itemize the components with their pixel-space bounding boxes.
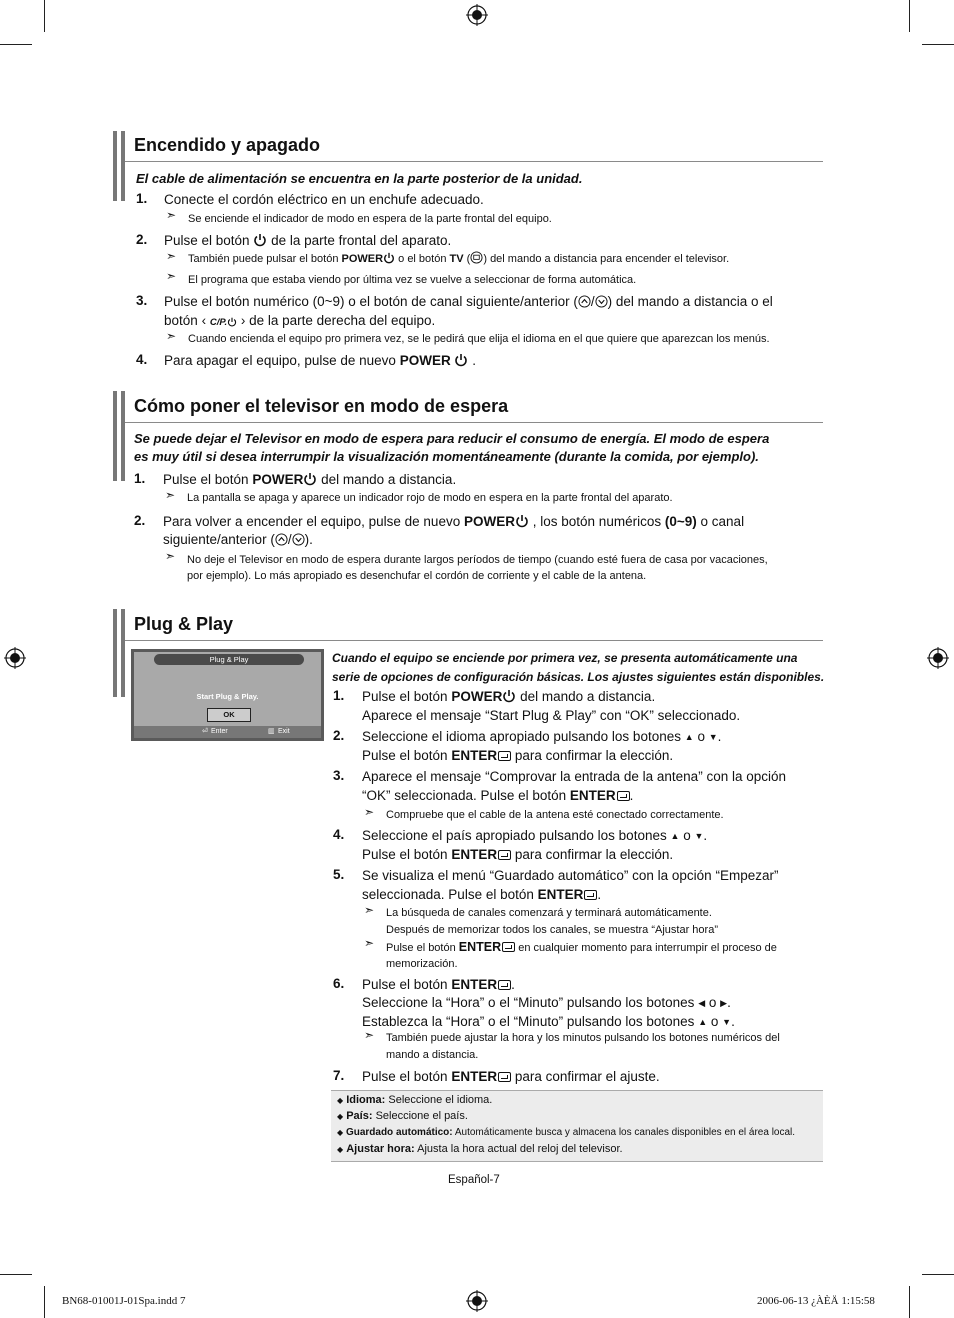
bullet-icon: ◆ bbox=[337, 1145, 344, 1154]
crop-mark bbox=[44, 1286, 45, 1318]
note-text: por ejemplo). Lo más apropiado es desenchufar el cordón de corriente y el cable de la antena. bbox=[187, 570, 647, 582]
info-item: ◆ Ajustar hora: Ajusta la hora actual del reloj del televisor. bbox=[337, 1143, 623, 1155]
step-number: 2. bbox=[136, 232, 148, 247]
osd-ok-button: OK bbox=[207, 708, 251, 722]
step-text: Pulse el botón POWER del mando a distancia. bbox=[163, 472, 457, 487]
arrow-right-icon: ▶ bbox=[720, 998, 728, 1008]
osd-enter-label: Enter bbox=[211, 728, 228, 735]
step-number: 1. bbox=[136, 191, 148, 206]
note-text: Se enciende el indicador de modo en espera de la parte frontal del equipo. bbox=[188, 213, 552, 225]
step-number: 4. bbox=[136, 352, 148, 367]
footer-date: 2006-06-13 ¿ÀÈÄ 1:15:58 bbox=[757, 1295, 875, 1307]
enter-icon bbox=[584, 890, 597, 900]
arrow-down-icon: ▼ bbox=[708, 732, 718, 742]
osd-footer bbox=[134, 726, 321, 738]
info-item: ◆ País: Seleccione el país. bbox=[337, 1110, 468, 1122]
tv-button-icon bbox=[470, 251, 483, 264]
osd-exit-icon: ▥ bbox=[268, 728, 275, 735]
crop-mark bbox=[922, 1274, 954, 1275]
note-text: El programa que estaba viendo por última vez se vuelve a seleccionar de forma automática. bbox=[188, 274, 637, 286]
step-text: Aparece el mensaje “Start Plug & Play” con “OK” seleccionado. bbox=[362, 708, 741, 723]
step-number: 6. bbox=[333, 976, 345, 991]
power-icon bbox=[253, 233, 267, 247]
registration-mark-icon bbox=[4, 647, 26, 669]
bullet-icon: ◆ bbox=[337, 1096, 344, 1105]
channel-up-icon bbox=[578, 295, 591, 308]
note-text: Cuando encienda el equipo pro primera vez, se le pedirá que elija el idioma en el que quiere que aparezcan los menús. bbox=[188, 333, 770, 345]
arrow-left-icon: ◀ bbox=[698, 998, 706, 1008]
power-icon bbox=[515, 514, 529, 528]
note-text: No deje el Televisor en modo de espera durante largos períodos de tiempo (cuando esté fuera de casa por vacaciones, bbox=[187, 554, 768, 566]
note-arrow-icon: ➣ bbox=[364, 903, 375, 917]
step-text: Seleccione el idioma apropiado pulsando los botones ▲ o ▼. bbox=[362, 729, 722, 744]
crop-mark bbox=[0, 44, 32, 45]
note-text: Después de memorizar todos los canales, se muestra “Ajustar hora” bbox=[386, 924, 718, 936]
crop-mark bbox=[44, 0, 45, 32]
enter-icon bbox=[498, 1072, 511, 1082]
step-text: siguiente/anterior ( / ). bbox=[163, 532, 313, 547]
step-text: Pulse el botón ENTER . bbox=[362, 977, 515, 992]
step-text: Para volver a encender el equipo, pulse de nuevo POWER , los botón numéricos (0~9) o canal bbox=[163, 514, 745, 529]
step-text: Establezca la “Hora” o el “Minuto” pulsando los botones ▲ o ▼. bbox=[362, 1014, 735, 1029]
step-number: 1. bbox=[134, 471, 146, 486]
chevron-right-icon: › bbox=[240, 313, 246, 328]
section-intro: serie de opciones de configuración básicas. Los ajustes siguientes están disponibles. bbox=[332, 670, 825, 684]
chevron-left-icon: ‹ bbox=[201, 313, 207, 328]
note-arrow-icon: ➣ bbox=[364, 1028, 375, 1042]
section-rule bbox=[125, 640, 823, 641]
channel-up-icon bbox=[275, 533, 288, 546]
step-text: seleccionada. Pulse el botón ENTER . bbox=[362, 887, 602, 902]
step-number: 4. bbox=[333, 827, 345, 842]
step-text: “OK” seleccionada. Pulse el botón ENTER . bbox=[362, 788, 634, 803]
section-rule bbox=[125, 161, 823, 162]
note-text: También puede pulsar el botón POWER o el botón TV ( ) del mando a distancia para encender el televisor. bbox=[188, 253, 730, 265]
osd-title: Plug & Play bbox=[154, 654, 304, 665]
note-text: memorización. bbox=[386, 958, 458, 970]
note-text: También puede ajustar la hora y los minutos pulsando los botones numéricos del bbox=[386, 1032, 780, 1044]
power-icon bbox=[454, 353, 468, 367]
osd-screenshot bbox=[131, 649, 324, 741]
step-text: Pulse el botón ENTER para confirmar la elección. bbox=[362, 847, 674, 862]
step-text: Pulse el botón numérico (0~9) o el botón de canal siguiente/anterior ( / ) del mando a distancia o el bbox=[164, 294, 773, 309]
note-arrow-icon: ➣ bbox=[364, 936, 375, 950]
step-number: 5. bbox=[333, 867, 345, 882]
note-arrow-icon: ➣ bbox=[364, 805, 375, 819]
enter-icon bbox=[502, 942, 515, 952]
footer-file: BN68-01001J-01Spa.indd 7 bbox=[62, 1295, 186, 1307]
info-item: ◆ Idioma: Seleccione el idioma. bbox=[337, 1094, 493, 1106]
step-text: Seleccione la “Hora” o el “Minuto” pulsando los botones ◀ o ▶. bbox=[362, 995, 731, 1010]
channel-down-icon bbox=[595, 295, 608, 308]
arrow-up-icon: ▲ bbox=[684, 732, 694, 742]
section-title-espera: Cómo poner el televisor en modo de espera bbox=[134, 396, 509, 416]
arrow-up-icon: ▲ bbox=[670, 831, 680, 841]
enter-icon bbox=[498, 850, 511, 860]
note-text: Pulse el botón ENTER en cualquier momento para interrumpir el proceso de bbox=[386, 940, 777, 954]
step-number: 7. bbox=[333, 1068, 345, 1083]
info-item: ◆ Guardado automático: Automáticamente busca y almacena los canales disponibles en el área local. bbox=[337, 1127, 796, 1138]
step-number: 3. bbox=[333, 768, 345, 783]
note-arrow-icon: ➣ bbox=[166, 269, 177, 283]
step-number: 2. bbox=[134, 513, 146, 528]
step-text: Se visualiza el menú “Guardado automático” con la opción “Empezar” bbox=[362, 868, 779, 883]
step-text: Seleccione el país apropiado pulsando los botones ▲ o ▼. bbox=[362, 828, 708, 843]
section-title-encendido: Encendido y apagado bbox=[134, 135, 321, 155]
enter-icon bbox=[498, 980, 511, 990]
enter-icon bbox=[617, 791, 630, 801]
step-text: Pulse el botón ENTER para confirmar el ajuste. bbox=[362, 1069, 660, 1084]
crop-mark bbox=[909, 1286, 910, 1318]
enter-icon bbox=[498, 751, 511, 761]
osd-exit-label: Exit bbox=[278, 728, 290, 735]
section-bar bbox=[113, 391, 125, 481]
section-intro: Cuando el equipo se enciende por primera vez, se presenta automáticamente una bbox=[332, 651, 798, 665]
section-intro: es muy útil si desea interrumpir la visualización momentáneamente (durante la comida, por ejemplo). bbox=[134, 449, 759, 464]
step-number: 1. bbox=[333, 688, 345, 703]
note-text: Compruebe que el cable de la antena esté conectado correctamente. bbox=[386, 809, 724, 821]
step-number: 3. bbox=[136, 293, 148, 308]
crop-mark bbox=[922, 44, 954, 45]
osd-message: Start Plug & Play. bbox=[196, 692, 259, 701]
step-text: Aparece el mensaje “Comprovar la entrada de la antena” con la opción bbox=[362, 769, 786, 784]
section-intro: El cable de alimentación se encuentra en la parte posterior de la unidad. bbox=[136, 171, 583, 186]
step-text: botón ‹ C/P. › de la parte derecha del equipo. bbox=[164, 313, 436, 328]
bullet-icon: ◆ bbox=[337, 1128, 344, 1137]
arrow-up-icon: ▲ bbox=[698, 1017, 708, 1027]
step-text: Conecte el cordón eléctrico en un enchufe adecuado. bbox=[164, 192, 484, 207]
power-icon bbox=[227, 317, 237, 327]
crop-mark bbox=[0, 1274, 32, 1275]
registration-mark-icon bbox=[466, 1290, 488, 1312]
step-text: Para apagar el equipo, pulse de nuevo POWER . bbox=[164, 353, 477, 368]
channel-down-icon bbox=[292, 533, 305, 546]
note-text: La pantalla se apaga y aparece un indicador rojo de modo en espera en la parte frontal del aparato. bbox=[187, 492, 673, 504]
section-bar bbox=[113, 609, 125, 697]
registration-mark-icon bbox=[927, 647, 949, 669]
step-text: Pulse el botón ENTER para confirmar la elección. bbox=[362, 748, 674, 763]
note-arrow-icon: ➣ bbox=[165, 488, 176, 502]
section-bar bbox=[113, 131, 125, 201]
settings-info-box bbox=[331, 1090, 823, 1162]
note-text: La búsqueda de canales comenzará y terminará automáticamente. bbox=[386, 907, 712, 919]
power-icon bbox=[383, 252, 395, 264]
crop-mark bbox=[909, 0, 910, 32]
note-arrow-icon: ➣ bbox=[166, 249, 177, 263]
power-icon bbox=[502, 689, 516, 703]
osd-enter-icon: ⏎ bbox=[202, 728, 208, 735]
step-number: 2. bbox=[333, 728, 345, 743]
page-number: Español-7 bbox=[448, 1174, 500, 1186]
arrow-down-icon: ▼ bbox=[694, 831, 704, 841]
section-title-plug-play: Plug & Play bbox=[134, 614, 234, 634]
note-text: mando a distancia. bbox=[386, 1049, 479, 1061]
registration-mark-icon bbox=[466, 4, 488, 26]
section-rule bbox=[125, 422, 823, 423]
power-icon bbox=[303, 472, 317, 486]
note-arrow-icon: ➣ bbox=[166, 208, 177, 222]
bullet-icon: ◆ bbox=[337, 1112, 344, 1121]
note-arrow-icon: ➣ bbox=[165, 549, 176, 563]
step-text: Pulse el botón POWER del mando a distancia. bbox=[362, 689, 656, 704]
step-text: Pulse el botón de la parte frontal del aparato. bbox=[164, 233, 452, 248]
section-intro: Se puede dejar el Televisor en modo de espera para reducir el consumo de energía. El modo de espera bbox=[134, 431, 770, 446]
note-arrow-icon: ➣ bbox=[166, 329, 177, 343]
arrow-down-icon: ▼ bbox=[722, 1017, 732, 1027]
